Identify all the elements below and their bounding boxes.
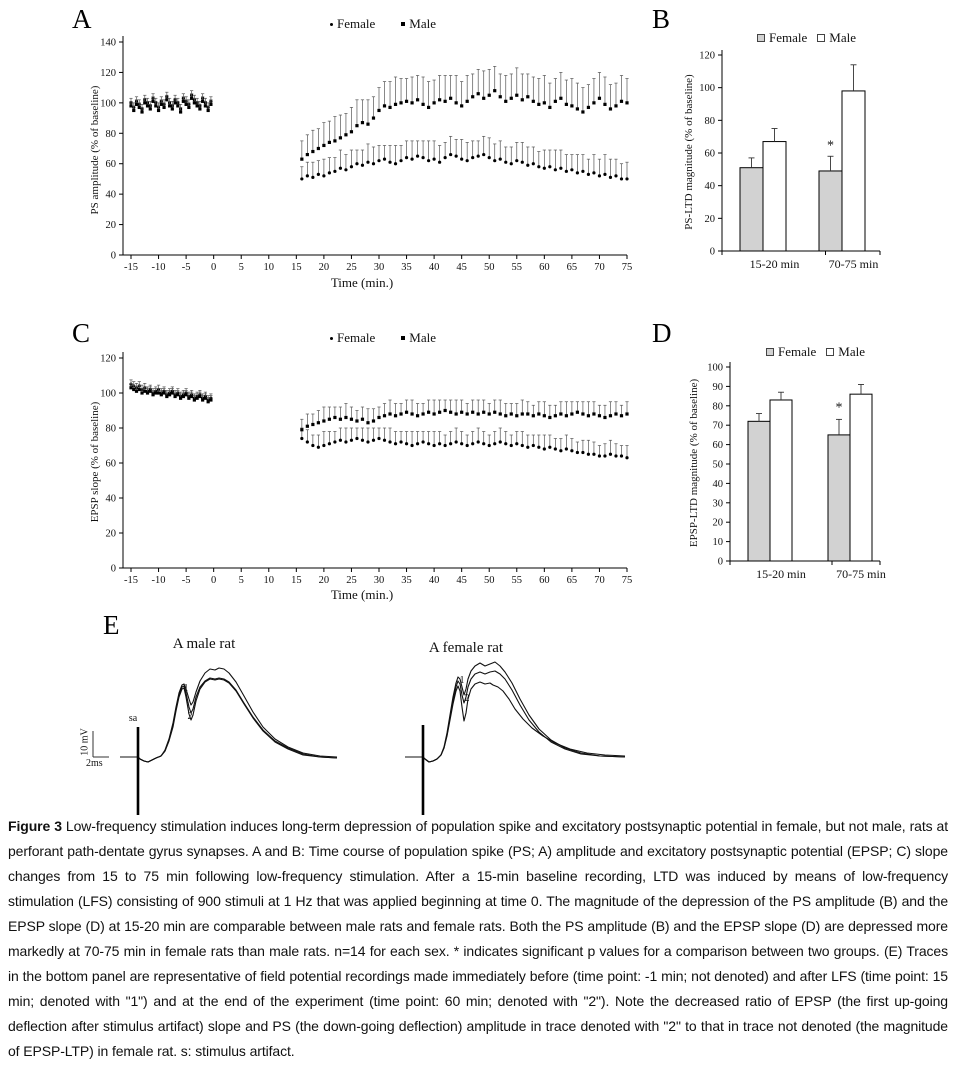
svg-text:0: 0 [110, 250, 116, 262]
scalebar-voltage-label: 10 mV [79, 728, 91, 756]
svg-text:60: 60 [105, 159, 116, 171]
svg-text:sa: sa [128, 713, 138, 724]
svg-text:25: 25 [346, 262, 357, 273]
stimulus-artifact [137, 727, 140, 815]
panel-a-y-axis-label: PS amplitude (% of baseline) [89, 85, 101, 215]
svg-text:40: 40 [428, 575, 440, 586]
svg-text:40: 40 [105, 493, 116, 505]
panel-b-bar-chart [640, 0, 955, 300]
series-male-points [129, 383, 628, 431]
svg-text:60: 60 [539, 262, 550, 273]
svg-text:80: 80 [712, 401, 723, 413]
svg-text:50: 50 [712, 459, 723, 471]
svg-text:75: 75 [621, 575, 633, 586]
svg-text:20: 20 [105, 528, 116, 540]
legend-female-label: Female [337, 330, 376, 345]
bar-male-1 [850, 384, 872, 561]
svg-text:30: 30 [373, 575, 385, 586]
svg-text:30: 30 [373, 262, 385, 273]
svg-text:70-75 min: 70-75 min [828, 257, 879, 271]
svg-text:2: 2 [464, 693, 470, 704]
legend-female-label: Female [778, 344, 817, 359]
svg-text:20: 20 [105, 220, 116, 232]
trace-female-title: A female rat [428, 640, 504, 656]
svg-text:40: 40 [712, 478, 723, 490]
trace-group-1 [405, 662, 625, 815]
trace-group-0 [120, 668, 337, 815]
svg-text:40: 40 [105, 189, 116, 201]
svg-text:20: 20 [318, 575, 330, 586]
svg-text:*: * [827, 138, 834, 154]
panel-b-letter: B [652, 4, 671, 34]
bar-female-0 [748, 414, 770, 561]
panel-c-letter: C [72, 318, 91, 348]
svg-text:80: 80 [105, 423, 116, 435]
scalebar-time-label: 2ms [86, 758, 103, 769]
panel-d-letter: D [652, 318, 672, 348]
svg-text:-15: -15 [124, 575, 138, 586]
legend-male-label: Male [409, 16, 436, 31]
svg-text:40: 40 [704, 181, 715, 193]
svg-text:55: 55 [511, 262, 523, 273]
svg-text:140: 140 [100, 37, 116, 49]
bar-female-1 [828, 401, 850, 561]
bar-female-0 [740, 158, 763, 251]
svg-text:15-20 min: 15-20 min [756, 567, 806, 581]
svg-text:5: 5 [238, 575, 244, 586]
svg-text:100: 100 [699, 83, 715, 95]
panel-c-x-axis-label: Time (min.) [330, 587, 394, 602]
legend-female-label: Female [769, 30, 808, 45]
svg-text:10: 10 [712, 537, 723, 549]
svg-text:-5: -5 [181, 262, 191, 273]
bar-male-1 [842, 65, 865, 251]
svg-text:50: 50 [483, 262, 495, 273]
trace-male-title: A male rat [172, 636, 236, 652]
series-female-points [129, 380, 628, 459]
trace-0 [405, 662, 625, 762]
svg-text:80: 80 [105, 128, 116, 140]
panel-c-y-axis-label: EPSP slope (% of baseline) [89, 401, 101, 523]
svg-text:-15: -15 [124, 262, 138, 273]
scale-bar [93, 731, 109, 757]
svg-text:60: 60 [105, 458, 116, 470]
svg-text:0: 0 [717, 556, 723, 568]
legend-male-label: Male [838, 344, 865, 359]
svg-text:120: 120 [100, 353, 116, 365]
svg-text:45: 45 [456, 575, 467, 586]
svg-text:0: 0 [211, 262, 217, 273]
svg-text:35: 35 [401, 575, 412, 586]
svg-text:-10: -10 [151, 575, 166, 586]
svg-text:70: 70 [712, 420, 723, 432]
panel-d-y-axis-label: EPSP-LTD magnitude (% of baseline) [688, 378, 700, 548]
trace-1 [405, 671, 625, 762]
svg-text:35: 35 [401, 262, 412, 273]
svg-text:20: 20 [704, 213, 715, 225]
svg-text:60: 60 [539, 575, 550, 586]
svg-text:-10: -10 [151, 262, 166, 273]
caption-figure-number: Figure 3 [8, 818, 62, 834]
trace-2 [405, 682, 625, 762]
svg-text:60: 60 [704, 148, 715, 160]
legend-male-label: Male [829, 30, 856, 45]
svg-text:15-20 min: 15-20 min [749, 257, 800, 271]
panel-a-x-axis-label: Time (min.) [330, 275, 394, 290]
svg-text:75: 75 [621, 262, 633, 273]
svg-text:20: 20 [712, 517, 723, 529]
svg-text:1: 1 [183, 683, 189, 694]
svg-text:20: 20 [318, 262, 330, 273]
svg-text:5: 5 [238, 262, 244, 273]
panel-b-y-axis-label: PS-LTD magnitude (% of baseline) [683, 74, 695, 230]
svg-text:0: 0 [211, 575, 217, 586]
svg-text:70: 70 [594, 575, 605, 586]
svg-text:40: 40 [428, 262, 440, 273]
panel-e-traces [60, 610, 780, 815]
svg-text:120: 120 [100, 67, 116, 79]
svg-text:90: 90 [712, 381, 723, 393]
axes [100, 36, 632, 273]
svg-text:15: 15 [291, 575, 302, 586]
svg-text:70-75 min: 70-75 min [836, 567, 886, 581]
svg-text:120: 120 [699, 50, 715, 62]
svg-text:100: 100 [100, 98, 116, 110]
svg-text:10: 10 [263, 262, 275, 273]
svg-text:45: 45 [456, 262, 467, 273]
panel-d-bar-chart [640, 315, 955, 615]
bar-female-1 [819, 138, 842, 251]
svg-text:25: 25 [346, 575, 357, 586]
bar-male-0 [770, 392, 792, 561]
svg-text:55: 55 [511, 575, 523, 586]
svg-text:0: 0 [110, 563, 116, 575]
svg-text:80: 80 [704, 115, 715, 127]
svg-text:100: 100 [707, 362, 723, 374]
legend-male-label: Male [409, 330, 436, 345]
svg-text:65: 65 [566, 262, 578, 273]
legend-female-label: Female [337, 16, 376, 31]
svg-text:65: 65 [566, 575, 578, 586]
stimulus-artifact [422, 725, 425, 815]
axes [100, 352, 632, 586]
svg-text:10: 10 [263, 575, 275, 586]
bar-male-0 [763, 129, 786, 252]
svg-text:100: 100 [100, 388, 116, 400]
svg-text:2: 2 [187, 711, 193, 722]
panel-a-letter: A [72, 4, 92, 34]
svg-text:60: 60 [712, 440, 723, 452]
figure-caption [8, 814, 948, 1064]
svg-text:70: 70 [594, 262, 605, 273]
panel-a-scatter-chart [60, 0, 645, 300]
trace-2 [120, 679, 337, 762]
svg-text:1: 1 [459, 675, 465, 686]
panel-c-scatter-chart [60, 315, 645, 615]
caption-text: Low-frequency stimulation induces long-term depression of population spike and excitatory postsynaptic potential in female, but not male, rats at perforant path-dentate gyrus synapses. A and B: Time course of population spike (PS; A) amplitude and excitatory postsynaptic potential (EPSP; C) slope changes from 15 to 75 min following low-frequency stimulation. After a 15-min baseline recording, LTD was induced by means of low-frequency stimulation (LFS) consisting of 900 stimuli at 1 Hz that was applied beginning at time 0. The magnitude of the depression of the PS amplitude (B) and the EPSP slope (D) at 15-20 min are comparable between male rats and female rats. Both the PS amplitude (B) and the EPSP slope (D) are depressed more markedly at 70-75 min in female rats than male rats. n=14 for each sex. * indicates significant p values for a comparison between two groups. (E) Traces in the bottom panel are representative of field potential recordings made immediately before (time point: -1 min; not denoted) and after LFS (time point: 15 min; denoted with "1") and at the end of the experiment (time point: 60 min; denoted with "2"). Note the decreased ratio of EPSP (the first up-going deflection after stimulus artifact) slope and PS (the down-going deflection) amplitude in trace denoted with "2" to that in trace not denoted (the magnitude of EPSP-LTP) in female rat. s: stimulus artifact. [8, 818, 949, 1059]
svg-text:*: * [835, 400, 843, 416]
panel-e-letter: E [103, 610, 120, 640]
svg-text:30: 30 [712, 498, 723, 510]
trace-1 [120, 678, 337, 762]
svg-text:0: 0 [709, 246, 715, 258]
svg-text:15: 15 [291, 262, 302, 273]
svg-text:50: 50 [483, 575, 495, 586]
svg-text:-5: -5 [181, 575, 191, 586]
